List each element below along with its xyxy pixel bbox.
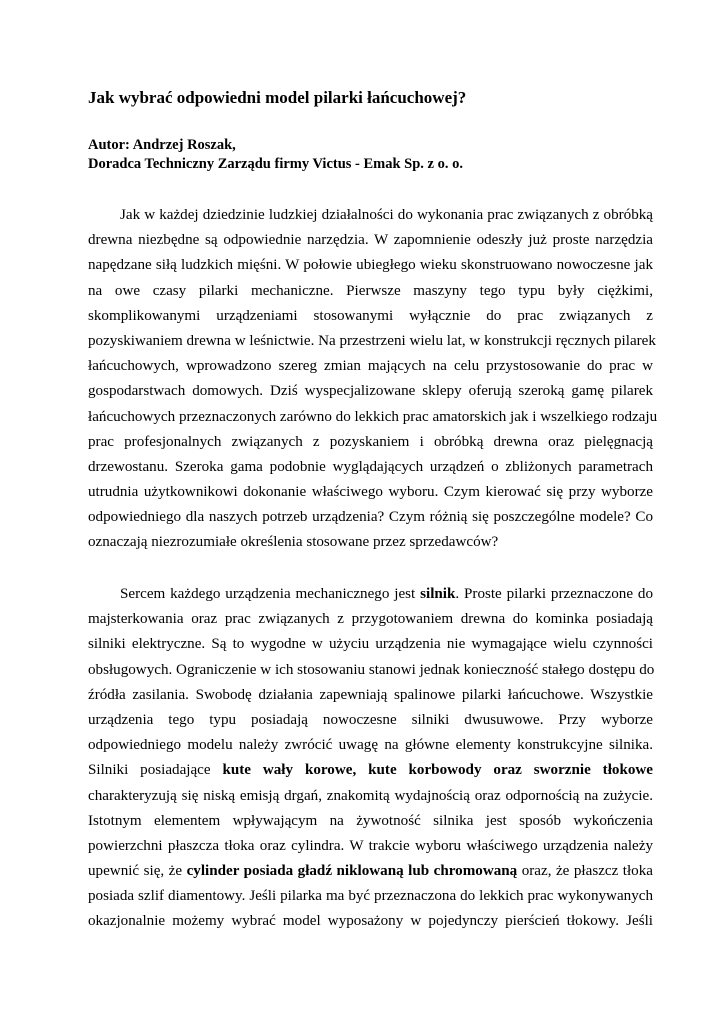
- text-line: oznaczają niezrozumiałe określenia stosowane przez sprzedawców?: [88, 534, 499, 551]
- text-line: Istotnym elementem wpływającym na żywotność silnika jest sposób wykończenia: [88, 812, 653, 829]
- text-line: źródła zasilania. Swobodę działania zapewniają spalinowe pilarki łańcuchowe. Wszystkie: [88, 686, 653, 703]
- bold-term: kute wały korowe, kute korbowody oraz sworznie tłokowe: [222, 762, 653, 779]
- bold-term: cylinder posiada gładź niklowaną lub chromowaną: [186, 863, 518, 880]
- text-run: oraz, że płaszcz tłoka: [517, 863, 653, 880]
- text-line: odpowiedniego modelu należy zwrócić uwagę na główne elementy konstrukcyjne silnika.: [88, 737, 653, 754]
- author-affiliation: Doradca Techniczny Zarządu firmy Victus - Emak Sp. z o. o.: [88, 156, 463, 172]
- paragraph-2: [88, 582, 653, 935]
- text-line: gospodarstwach domowych. Dziś wyspecjalizowane sklepy oferują szeroką gamę pilarek: [88, 383, 653, 400]
- text-run: . Proste pilarki przeznaczone do: [455, 586, 653, 602]
- text-line: odpowiedniego dla naszych potrzeb urządzenia? Czym różnią się poszczególne modele? Co: [88, 509, 653, 526]
- text-line: charakteryzują się niską emisją drgań, znakomitą wydajnością oraz odpornością na zużycie.: [88, 787, 653, 804]
- text-run: upewnić się, że: [88, 863, 187, 880]
- text-line: łańcuchowych, wprowadzono szereg zmian mających na celu przystosowanie do prac w: [88, 358, 653, 375]
- text-line: okazjonalnie możemy wybrać model wyposażony w pojedynczy pierścień tłokowy. Jeśli: [88, 913, 653, 930]
- text-line: pozyskiwaniem drewna w leśnictwie. Na przestrzeni wielu lat, w konstrukcji ręcznych pilarek: [88, 332, 656, 349]
- text-run: Silniki posiadające: [88, 762, 223, 779]
- text-line: na owe czasy pilarki mechaniczne. Pierwsze maszyny tego typu były ciężkimi,: [88, 282, 653, 299]
- text-run: Sercem każdego urządzenia mechanicznego jest: [120, 586, 421, 602]
- text-line: napędzane siłą ludzkich mięśni. W połowie ubiegłego wieku skonstruowano nowoczesne jak: [88, 257, 653, 274]
- document-title: Jak wybrać odpowiedni model pilarki łańcuchowej?: [88, 88, 467, 107]
- text-line: silniki elektryczne. Są to wygodne w użyciu urządzenia nie wymagające wielu czynności: [88, 636, 653, 653]
- text-line: łańcuchowych przeznaczonych zarówno do lekkich prac amatorskich jak i wszelkiego rodzaju: [88, 408, 658, 425]
- text-line: [88, 758, 653, 783]
- bold-term: silnik: [420, 586, 456, 602]
- author-name: Autor: Andrzej Roszak,: [88, 137, 236, 153]
- text-line: Jak w każdej dziedzinie ludzkiej działalności do wykonania prac związanych z obróbką: [120, 207, 653, 223]
- text-line: majsterkowania oraz prac związanych z przygotowaniem drewna do kominka posiadają: [88, 611, 653, 628]
- text-line: obsługowych. Ograniczenie w ich stosowaniu stanowi jednak konieczność stałego dostępu do: [88, 661, 655, 678]
- author-block: [88, 136, 463, 174]
- text-line: posiada szlif diamentowy. Jeśli pilarka ma być przeznaczona do lekkich prac wykonywanych: [88, 888, 653, 905]
- text-line: [88, 859, 653, 884]
- text-line: skomplikowanymi urządzeniami stosowanymi wyłącznie do prac związanych z: [88, 307, 653, 324]
- text-line: powierzchni płaszcza tłoka oraz cylindra. W trakcie wyboru właściwego urządzenia należy: [88, 837, 653, 854]
- text-line: urządzenia tego typu posiadają nowoczesne silniki dwusuwowe. Przy wyborze: [88, 711, 653, 728]
- text-line: [88, 582, 653, 607]
- paragraph-1: [88, 203, 658, 556]
- text-line: prac profesjonalnych związanych z pozyskaniem i obróbką drewna oraz pielęgnacją: [88, 433, 653, 450]
- text-line: drewna niezbędne są odpowiednie narzędzia. W zapomnienie odeszły już proste narzędzia: [88, 232, 653, 249]
- text-line: utrudnia użytkownikowi dokonanie właściwego wyboru. Czym kierować się przy wyborze: [88, 484, 653, 501]
- text-line: drzewostanu. Szeroka gama podobnie wyglądających urządzeń o zbliżonych parametrach: [88, 458, 653, 475]
